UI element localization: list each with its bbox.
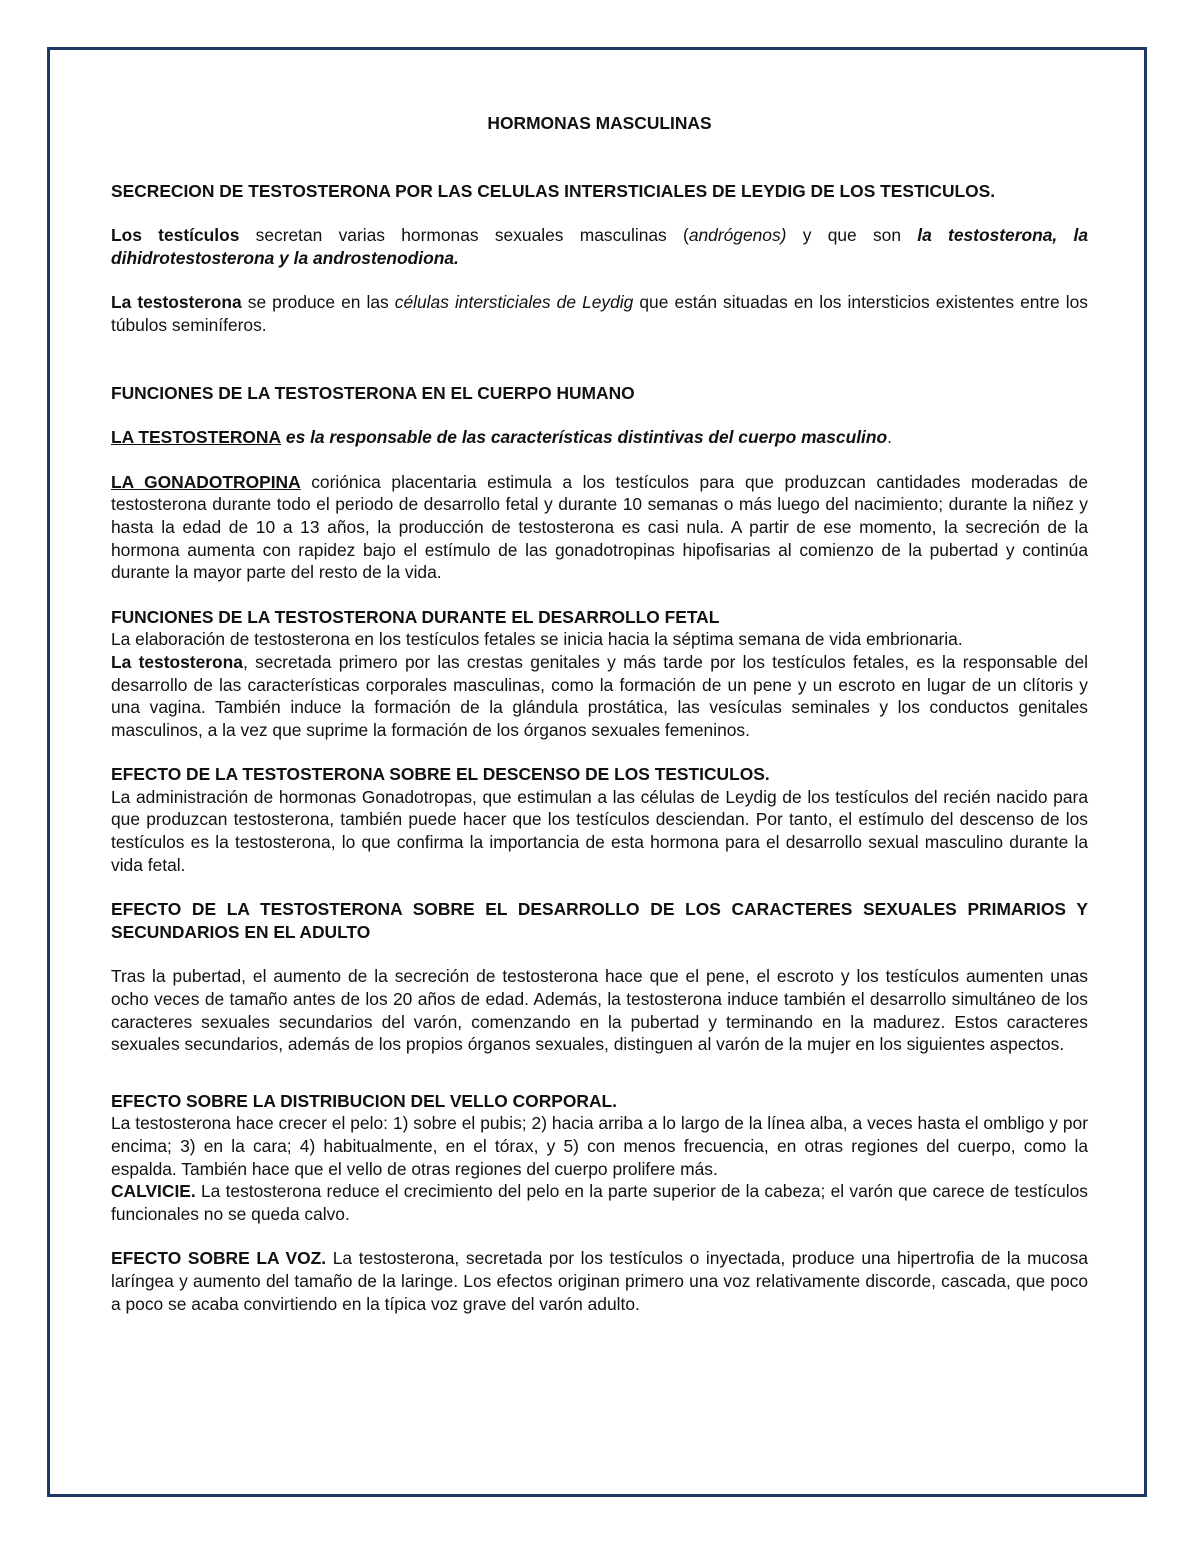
paragraph-voz: EFECTO SOBRE LA VOZ. La testosterona, secretada por los testículos o inyectada, produce una hipertrofia de la mucosa laríngea y aumento del tamaño de la laringe. Los efectos originan primero una voz relativamente discorde, cascada, que poco a poco se acaba convirtiendo en la típica voz grave del varón adulto. <box>111 1248 1088 1314</box>
paragraph-responsable: LA TESTOSTERONA es la responsable de las características distintivas del cuerpo masculino. <box>111 427 892 448</box>
paragraph-gonadotropina: LA GONADOTROPINA coriónica placentaria estimula a los testículos para que produzcan cantidades moderadas de testosterona durante todo el periodo de desarrollo fetal y durante 10 semanas o más luego del nacimiento; durante la niñez y hasta la edad de 10 a 13 años, la producción de testosterona es casi nula. A partir de ese momento, la secreción de la hormona aumenta con rapidez bajo el estímulo de las gonadotropinas hipofisarias al comienzo de la pubertad y continúa durante la mayor parte del resto de la vida. <box>111 471 1088 583</box>
section-heading-fetal: FUNCIONES DE LA TESTOSTERONA DURANTE EL DESARROLLO FETAL <box>111 606 720 627</box>
section-heading-secrecion: SECRECION DE TESTOSTERONA POR LAS CELULAS INTERSTICIALES DE LEYDIG DE LOS TESTICULOS. <box>111 180 996 201</box>
section-heading-vello: EFECTO SOBRE LA DISTRIBUCION DEL VELLO CORPORAL. <box>111 1090 617 1111</box>
paragraph-caracteres: Tras la pubertad, el aumento de la secreción de testosterona hace que el pene, el escroto y los testículos aumenten unas ocho veces de tamaño antes de los 20 años de edad. Además, la testosterona induce también el desarrollo simultáneo de los caracteres sexuales secundarios del varón, comenzando en la pubertad y terminando en la madurez. Estos caracteres sexuales secundarios, además de los propios órganos sexuales, distinguen al varón de la mujer en los siguientes aspectos. <box>111 966 1088 1055</box>
section-heading-caracteres: EFECTO DE LA TESTOSTERONA SOBRE EL DESARROLLO DE LOS CARACTERES SEXUALES PRIMARIOS Y SECUNDARIOS EN EL ADULTO <box>111 899 1088 942</box>
section-heading-descenso: EFECTO DE LA TESTOSTERONA SOBRE EL DESCENSO DE LOS TESTICULOS. <box>111 764 770 785</box>
paragraph-leydig: La testosterona se produce en las células intersticiales de Leydig que están situadas en los intersticios existentes entre los túbulos seminíferos. <box>111 292 1088 335</box>
paragraph-fetal: La testosterona, secretada primero por las crestas genitales y más tarde por los testículos fetales, es la responsable del desarrollo de las características corporales masculinas, como la formación de un pene y un escroto en lugar de un clítoris y una vagina. También induce la formación de la glándula prostática, las vesículas seminales y los conductos genitales masculinos, a la vez que suprime la formación de los órganos sexuales femeninos. <box>111 651 1089 740</box>
paragraph-descenso: La administración de hormonas Gonadotropas, que estimulan a las células de Leydig de los testículos del recién nacido para que produzcan testosterona, también puede hacer que los testículos desciendan. Por tanto, el estímulo del descenso de los testículos es la testosterona, lo que confirma la importancia de esta hormona para el desarrollo sexual masculino durante la vida fetal. <box>111 786 1088 875</box>
document-title: HORMONAS MASCULINAS <box>487 113 712 133</box>
paragraph-vello: La testosterona hace crecer el pelo: 1) sobre el pubis; 2) hacia arriba a lo largo de la línea alba, a veces hasta el ombligo y por encima; 3) en la cara; 4) habitualmente, en el tórax, y 5) con menos frecuencia, en otras regiones del cuerpo, como la espalda. También hace que el vello de otras regiones del cuerpo prolifere más. <box>111 1113 1088 1179</box>
section-heading-funciones: FUNCIONES DE LA TESTOSTERONA EN EL CUERPO HUMANO <box>111 382 635 403</box>
paragraph-fetal-line: La elaboración de testosterona en los testículos fetales se inicia hacia la séptima semana de vida embrionaria. <box>111 629 963 650</box>
paragraph-testiculos: Los testículos secretan varias hormonas sexuales masculinas (andrógenos) y que son la testosterona, la dihidrotestosterona y la androstenodiona. <box>111 225 1089 268</box>
document-body <box>111 100 1088 1315</box>
paragraph-calvicie: CALVICIE. La testosterona reduce el crecimiento del pelo en la parte superior de la cabeza; el varón que carece de testículos funcionales no se queda calvo. <box>111 1181 1088 1224</box>
